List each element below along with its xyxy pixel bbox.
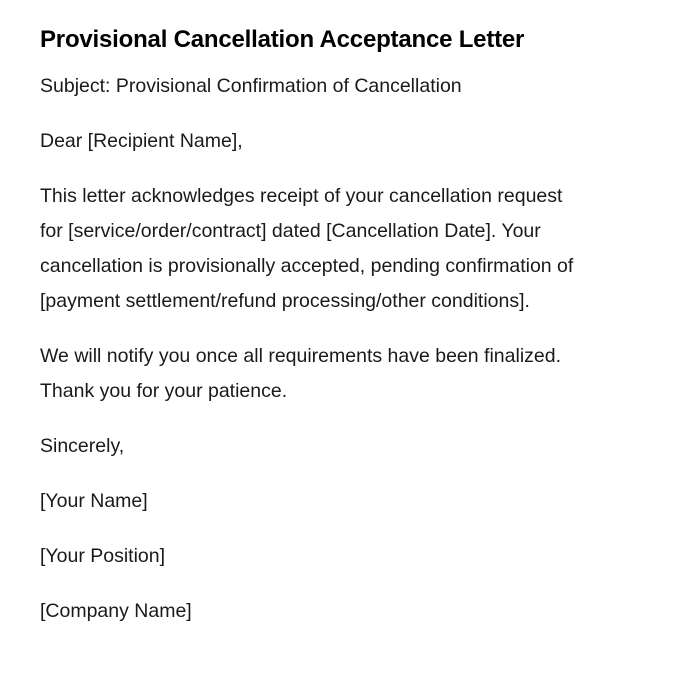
letter-title: Provisional Cancellation Acceptance Letter (40, 26, 525, 53)
letter-document (40, 22, 660, 629)
body-line: This letter acknowledges receipt of your cancellation request (40, 185, 563, 207)
signature-name: [Your Name] (40, 490, 148, 512)
body-line: Thank you for your patience. (40, 380, 288, 402)
body-line: cancellation is provisionally accepted, pending confirmation of (40, 255, 574, 277)
signature-company: [Company Name] (40, 600, 192, 622)
letter-body-paragraph-1 (40, 179, 660, 319)
body-line: [payment settlement/refund processing/other conditions]. (40, 290, 530, 312)
signature-position: [Your Position] (40, 545, 166, 567)
body-line: We will notify you once all requirements have been finalized. (40, 345, 562, 367)
body-line: for [service/order/contract] dated [Cancellation Date]. Your (40, 220, 541, 242)
letter-salutation: Dear [Recipient Name], (40, 130, 243, 152)
letter-closing: Sincerely, (40, 435, 125, 457)
letter-subject: Subject: Provisional Confirmation of Cancellation (40, 75, 462, 97)
letter-body-paragraph-2 (40, 339, 660, 409)
